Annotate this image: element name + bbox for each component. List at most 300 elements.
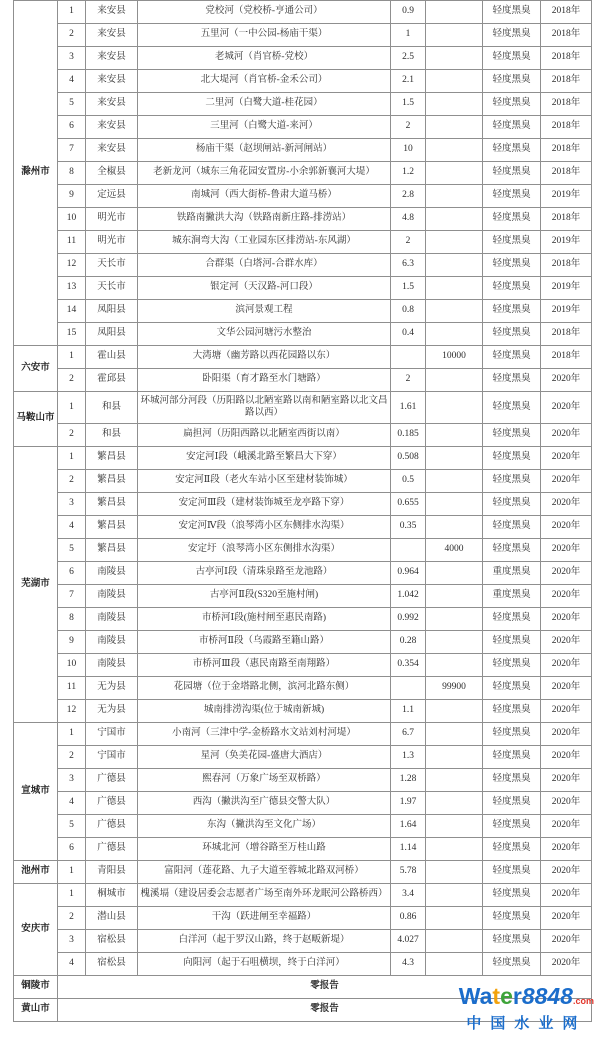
- county-cell: 霍邱县: [86, 369, 138, 392]
- length-cell: 0.5: [391, 470, 426, 493]
- river-name-cell: 城东涧弯大沟（工业园东区排涝站-东风湖）: [138, 231, 391, 254]
- length-cell: 1: [391, 24, 426, 47]
- area-cell: [426, 24, 483, 47]
- table-row: [14, 861, 592, 884]
- table-row: [14, 424, 592, 447]
- odor-level-cell: 轻度黑臭: [483, 93, 541, 116]
- row-num-cell: 9: [58, 185, 86, 208]
- row-num-cell: 1: [58, 392, 86, 424]
- row-num-cell: 12: [58, 700, 86, 723]
- length-cell: [391, 677, 426, 700]
- county-cell: 繁昌县: [86, 470, 138, 493]
- row-num-cell: 14: [58, 300, 86, 323]
- area-cell: [426, 277, 483, 300]
- county-cell: 宿松县: [86, 930, 138, 953]
- county-cell: 南陵县: [86, 585, 138, 608]
- table-row: [14, 1, 592, 24]
- year-cell: 2020年: [541, 424, 592, 447]
- river-name-cell: 安定河Ⅳ段（浪琴湾小区东侧排水沟渠）: [138, 516, 391, 539]
- watermark-segment: .com: [572, 996, 594, 1006]
- table-row: [14, 47, 592, 70]
- row-num-cell: 1: [58, 447, 86, 470]
- area-cell: [426, 861, 483, 884]
- city-cell: 六安市: [14, 346, 58, 392]
- table-row: [14, 562, 592, 585]
- length-cell: 1.5: [391, 277, 426, 300]
- year-cell: 2020年: [541, 369, 592, 392]
- year-cell: 2019年: [541, 300, 592, 323]
- odor-level-cell: 轻度黑臭: [483, 254, 541, 277]
- row-num-cell: 7: [58, 139, 86, 162]
- length-cell: 2: [391, 116, 426, 139]
- row-num-cell: 10: [58, 208, 86, 231]
- county-cell: 凤阳县: [86, 323, 138, 346]
- table-row: [14, 254, 592, 277]
- odor-level-cell: 轻度黑臭: [483, 539, 541, 562]
- county-cell: 南陵县: [86, 562, 138, 585]
- area-cell: [426, 907, 483, 930]
- river-name-cell: 三里河（白鹭大道-来河）: [138, 116, 391, 139]
- year-cell: 2018年: [541, 1, 592, 24]
- year-cell: 2020年: [541, 516, 592, 539]
- length-cell: [391, 346, 426, 369]
- length-cell: 0.8: [391, 300, 426, 323]
- odor-level-cell: 轻度黑臭: [483, 139, 541, 162]
- year-cell: 2020年: [541, 907, 592, 930]
- odor-level-cell: 轻度黑臭: [483, 392, 541, 424]
- river-name-cell: 白洋河（起于罗汉山路，终于赵畈新堤）: [138, 930, 391, 953]
- table-row: [14, 539, 592, 562]
- river-name-cell: 干沟（跃进闸至幸福路）: [138, 907, 391, 930]
- length-cell: 1.042: [391, 585, 426, 608]
- watermark-segment: Wa: [458, 983, 493, 1009]
- area-cell: [426, 608, 483, 631]
- odor-level-cell: 轻度黑臭: [483, 608, 541, 631]
- row-num-cell: 3: [58, 47, 86, 70]
- length-cell: 6.7: [391, 723, 426, 746]
- table-row: [14, 930, 592, 953]
- area-cell: [426, 139, 483, 162]
- row-num-cell: 3: [58, 493, 86, 516]
- area-cell: 99900: [426, 677, 483, 700]
- table-row: [14, 493, 592, 516]
- river-name-cell: 环城北河（增谷路至万桂山路: [138, 838, 391, 861]
- odor-level-cell: 轻度黑臭: [483, 47, 541, 70]
- area-cell: [426, 723, 483, 746]
- table-row: [14, 815, 592, 838]
- length-cell: 1.28: [391, 769, 426, 792]
- year-cell: 2020年: [541, 884, 592, 907]
- county-cell: 潜山县: [86, 907, 138, 930]
- odor-level-cell: 轻度黑臭: [483, 70, 541, 93]
- area-cell: [426, 792, 483, 815]
- water8848-watermark: [459, 984, 594, 1033]
- watermark-segment: e: [500, 983, 513, 1009]
- area-cell: [426, 93, 483, 116]
- table-row: [14, 447, 592, 470]
- year-cell: 2020年: [541, 470, 592, 493]
- table-row: [14, 907, 592, 930]
- odor-level-cell: 重度黑臭: [483, 585, 541, 608]
- year-cell: 2020年: [541, 654, 592, 677]
- odor-level-cell: 轻度黑臭: [483, 208, 541, 231]
- length-cell: 2.8: [391, 185, 426, 208]
- odor-level-cell: 轻度黑臭: [483, 516, 541, 539]
- year-cell: 2018年: [541, 70, 592, 93]
- table-row: [14, 723, 592, 746]
- table-row: [14, 116, 592, 139]
- area-cell: [426, 585, 483, 608]
- county-cell: 天长市: [86, 254, 138, 277]
- odor-level-cell: 轻度黑臭: [483, 631, 541, 654]
- length-cell: 0.964: [391, 562, 426, 585]
- county-cell: 繁昌县: [86, 493, 138, 516]
- table-row: [14, 953, 592, 976]
- length-cell: 4.8: [391, 208, 426, 231]
- year-cell: 2020年: [541, 815, 592, 838]
- county-cell: 霍山县: [86, 346, 138, 369]
- row-num-cell: 1: [58, 1, 86, 24]
- table-row: [14, 746, 592, 769]
- area-cell: [426, 562, 483, 585]
- watermark-segment: r: [512, 983, 522, 1009]
- length-cell: 0.655: [391, 493, 426, 516]
- odor-level-cell: 轻度黑臭: [483, 277, 541, 300]
- length-cell: 6.3: [391, 254, 426, 277]
- table-row: [14, 516, 592, 539]
- odor-level-cell: 轻度黑臭: [483, 447, 541, 470]
- area-cell: [426, 162, 483, 185]
- county-cell: 天长市: [86, 277, 138, 300]
- county-cell: 来安县: [86, 1, 138, 24]
- length-cell: 0.4: [391, 323, 426, 346]
- odor-level-cell: 轻度黑臭: [483, 470, 541, 493]
- row-num-cell: 8: [58, 608, 86, 631]
- table-row: [14, 162, 592, 185]
- odor-level-cell: 轻度黑臭: [483, 24, 541, 47]
- odor-level-cell: 轻度黑臭: [483, 300, 541, 323]
- area-cell: 4000: [426, 539, 483, 562]
- year-cell: 2018年: [541, 116, 592, 139]
- river-name-cell: 环城河部分河段（历阳路以北陋室路以南和陋室路以北文昌路以西）: [138, 392, 391, 424]
- year-cell: 2020年: [541, 631, 592, 654]
- county-cell: 宁国市: [86, 746, 138, 769]
- area-cell: [426, 746, 483, 769]
- row-num-cell: 2: [58, 470, 86, 493]
- table-row: [14, 323, 592, 346]
- table-row: [14, 792, 592, 815]
- row-num-cell: 2: [58, 24, 86, 47]
- year-cell: 2020年: [541, 953, 592, 976]
- table-row: [14, 654, 592, 677]
- city-cell: 黄山市: [14, 999, 58, 1022]
- area-cell: [426, 447, 483, 470]
- river-name-cell: 杨庙干渠（赵坝闸站-新河闸站）: [138, 139, 391, 162]
- county-cell: 明光市: [86, 231, 138, 254]
- river-name-cell: 银定河（天汉路-河口段）: [138, 277, 391, 300]
- river-name-cell: 卧阳渠（育才路至水门塘路）: [138, 369, 391, 392]
- odor-level-cell: 轻度黑臭: [483, 424, 541, 447]
- area-cell: [426, 70, 483, 93]
- year-cell: 2018年: [541, 254, 592, 277]
- length-cell: 0.992: [391, 608, 426, 631]
- area-cell: 10000: [426, 346, 483, 369]
- odor-level-cell: 轻度黑臭: [483, 769, 541, 792]
- area-cell: [426, 953, 483, 976]
- city-cell: 池州市: [14, 861, 58, 884]
- river-name-cell: 党校河（党校桥-亨通公司）: [138, 1, 391, 24]
- row-num-cell: 4: [58, 792, 86, 815]
- county-cell: 宿松县: [86, 953, 138, 976]
- table-row: [14, 700, 592, 723]
- year-cell: 2020年: [541, 769, 592, 792]
- county-cell: 来安县: [86, 93, 138, 116]
- river-name-cell: 市桥河Ⅱ段（乌霞路至籍山路）: [138, 631, 391, 654]
- odor-level-cell: 轻度黑臭: [483, 838, 541, 861]
- area-cell: [426, 116, 483, 139]
- row-num-cell: 8: [58, 162, 86, 185]
- row-num-cell: 9: [58, 631, 86, 654]
- county-cell: 南陵县: [86, 654, 138, 677]
- county-cell: 来安县: [86, 24, 138, 47]
- odor-level-cell: 轻度黑臭: [483, 884, 541, 907]
- county-cell: 南陵县: [86, 631, 138, 654]
- table-row: [14, 185, 592, 208]
- table-row: [14, 24, 592, 47]
- year-cell: 2019年: [541, 231, 592, 254]
- table-row: [14, 70, 592, 93]
- year-cell: 2020年: [541, 861, 592, 884]
- odor-level-cell: 轻度黑臭: [483, 677, 541, 700]
- row-num-cell: 6: [58, 562, 86, 585]
- area-cell: [426, 769, 483, 792]
- length-cell: [391, 539, 426, 562]
- odor-level-cell: 轻度黑臭: [483, 369, 541, 392]
- river-name-cell: 向阳河（起于石咀横坝，终于白洋河）: [138, 953, 391, 976]
- length-cell: 10: [391, 139, 426, 162]
- row-num-cell: 15: [58, 323, 86, 346]
- table-row: [14, 208, 592, 231]
- area-cell: [426, 700, 483, 723]
- length-cell: 2.1: [391, 70, 426, 93]
- table-row: [14, 93, 592, 116]
- area-cell: [426, 424, 483, 447]
- year-cell: 2018年: [541, 346, 592, 369]
- river-name-cell: 文华公园河塘污水整治: [138, 323, 391, 346]
- table-row: [14, 608, 592, 631]
- odor-level-cell: 轻度黑臭: [483, 323, 541, 346]
- length-cell: 3.4: [391, 884, 426, 907]
- length-cell: 0.35: [391, 516, 426, 539]
- water8848-logo: [459, 984, 594, 1013]
- row-num-cell: 10: [58, 654, 86, 677]
- river-name-cell: 花园塘（位于金塔路北侧，滨河北路东侧）: [138, 677, 391, 700]
- year-cell: 2018年: [541, 93, 592, 116]
- odor-level-cell: 轻度黑臭: [483, 654, 541, 677]
- city-cell: 芜湖市: [14, 447, 58, 723]
- length-cell: 1.2: [391, 162, 426, 185]
- table-row: [14, 769, 592, 792]
- county-cell: 全椒县: [86, 162, 138, 185]
- area-cell: [426, 392, 483, 424]
- table-row: [14, 277, 592, 300]
- county-cell: 广德县: [86, 838, 138, 861]
- county-cell: 广德县: [86, 792, 138, 815]
- area-cell: [426, 369, 483, 392]
- length-cell: 4.3: [391, 953, 426, 976]
- row-num-cell: 1: [58, 346, 86, 369]
- row-num-cell: 1: [58, 723, 86, 746]
- year-cell: 2020年: [541, 838, 592, 861]
- county-cell: 来安县: [86, 70, 138, 93]
- area-cell: [426, 208, 483, 231]
- area-cell: [426, 631, 483, 654]
- table-row: [14, 231, 592, 254]
- area-cell: [426, 815, 483, 838]
- river-name-cell: 小南河（三津中学-金桥路水文站刘村河堤）: [138, 723, 391, 746]
- river-name-cell: 富阳河（莲花路、九子大道至蓉城北路双河桥）: [138, 861, 391, 884]
- row-num-cell: 2: [58, 424, 86, 447]
- area-cell: [426, 470, 483, 493]
- length-cell: 0.508: [391, 447, 426, 470]
- length-cell: 0.86: [391, 907, 426, 930]
- county-cell: 来安县: [86, 47, 138, 70]
- river-name-cell: 熙春河（万象广场至双桥路）: [138, 769, 391, 792]
- row-num-cell: 4: [58, 70, 86, 93]
- county-cell: 和县: [86, 392, 138, 424]
- table-row: [14, 631, 592, 654]
- county-cell: 定远县: [86, 185, 138, 208]
- row-num-cell: 4: [58, 953, 86, 976]
- row-num-cell: 2: [58, 907, 86, 930]
- county-cell: 繁昌县: [86, 539, 138, 562]
- county-cell: 青阳县: [86, 861, 138, 884]
- county-cell: 来安县: [86, 139, 138, 162]
- river-name-cell: 扁担河（历阳西路以北陋室西街以南）: [138, 424, 391, 447]
- table-row: [14, 677, 592, 700]
- river-name-cell: 老新龙河（城东三角花园安置房-小余郭新襄河大堤）: [138, 162, 391, 185]
- river-name-cell: 城南排涝沟渠(位于城南新城): [138, 700, 391, 723]
- row-num-cell: 4: [58, 516, 86, 539]
- length-cell: 2.5: [391, 47, 426, 70]
- area-cell: [426, 838, 483, 861]
- area-cell: [426, 930, 483, 953]
- river-name-cell: 安定圩（浪琴湾小区东侧排水沟渠）: [138, 539, 391, 562]
- row-num-cell: 3: [58, 769, 86, 792]
- area-cell: [426, 47, 483, 70]
- length-cell: 0.9: [391, 1, 426, 24]
- row-num-cell: 2: [58, 369, 86, 392]
- zero-report-cell: 零报告: [58, 999, 592, 1022]
- row-num-cell: 1: [58, 884, 86, 907]
- year-cell: 2018年: [541, 47, 592, 70]
- river-name-cell: 滨河景观工程: [138, 300, 391, 323]
- year-cell: 2018年: [541, 208, 592, 231]
- odor-level-cell: 轻度黑臭: [483, 792, 541, 815]
- row-num-cell: 13: [58, 277, 86, 300]
- odor-level-cell: 轻度黑臭: [483, 231, 541, 254]
- area-cell: [426, 254, 483, 277]
- row-num-cell: 5: [58, 539, 86, 562]
- river-name-cell: 二里河（白鹭大道-桂花园）: [138, 93, 391, 116]
- county-cell: 来安县: [86, 116, 138, 139]
- table-row: [14, 369, 592, 392]
- row-num-cell: 12: [58, 254, 86, 277]
- table-row: [14, 346, 592, 369]
- area-cell: [426, 516, 483, 539]
- county-cell: 和县: [86, 424, 138, 447]
- year-cell: 2020年: [541, 677, 592, 700]
- year-cell: 2019年: [541, 277, 592, 300]
- year-cell: 2020年: [541, 930, 592, 953]
- city-cell: 滁州市: [14, 1, 58, 346]
- river-name-cell: 老城河（肖官桥-党校）: [138, 47, 391, 70]
- county-cell: 广德县: [86, 769, 138, 792]
- odor-level-cell: 轻度黑臭: [483, 723, 541, 746]
- year-cell: 2020年: [541, 562, 592, 585]
- length-cell: 0.354: [391, 654, 426, 677]
- length-cell: 1.3: [391, 746, 426, 769]
- table-row: [14, 838, 592, 861]
- table-row: [14, 139, 592, 162]
- city-cell: 安庆市: [14, 884, 58, 976]
- year-cell: 2020年: [541, 585, 592, 608]
- year-cell: 2018年: [541, 24, 592, 47]
- city-cell: 马鞍山市: [14, 392, 58, 447]
- length-cell: 0.28: [391, 631, 426, 654]
- row-num-cell: 6: [58, 116, 86, 139]
- city-cell: 铜陵市: [14, 976, 58, 999]
- river-name-cell: 东沟（撇洪沟至文化广场）: [138, 815, 391, 838]
- table-row: [14, 392, 592, 424]
- year-cell: 2018年: [541, 139, 592, 162]
- odor-level-cell: 轻度黑臭: [483, 1, 541, 24]
- river-name-cell: 古亭河Ⅰ段（清珠泉路至龙池路）: [138, 562, 391, 585]
- odor-level-cell: 轻度黑臭: [483, 861, 541, 884]
- length-cell: 1.5: [391, 93, 426, 116]
- area-cell: [426, 300, 483, 323]
- county-cell: 南陵县: [86, 608, 138, 631]
- area-cell: [426, 185, 483, 208]
- year-cell: 2020年: [541, 700, 592, 723]
- river-name-cell: 北大堤河（肖官桥-金禾公司）: [138, 70, 391, 93]
- row-num-cell: 2: [58, 746, 86, 769]
- table-row: [14, 470, 592, 493]
- year-cell: 2018年: [541, 323, 592, 346]
- city-cell: 宣城市: [14, 723, 58, 861]
- area-cell: [426, 323, 483, 346]
- county-cell: 凤阳县: [86, 300, 138, 323]
- year-cell: 2019年: [541, 185, 592, 208]
- county-cell: 明光市: [86, 208, 138, 231]
- table-row: [14, 300, 592, 323]
- length-cell: 1.61: [391, 392, 426, 424]
- table-row: [14, 585, 592, 608]
- row-num-cell: 5: [58, 815, 86, 838]
- area-cell: [426, 1, 483, 24]
- odor-level-cell: 轻度黑臭: [483, 746, 541, 769]
- row-num-cell: 5: [58, 93, 86, 116]
- county-cell: 繁昌县: [86, 447, 138, 470]
- year-cell: 2020年: [541, 792, 592, 815]
- river-name-cell: 安定河Ⅲ段（建材装饰城至龙亭路下穿）: [138, 493, 391, 516]
- county-cell: 桐城市: [86, 884, 138, 907]
- county-cell: 无为县: [86, 700, 138, 723]
- river-name-cell: 合群渠（白塔河-合群水库）: [138, 254, 391, 277]
- length-cell: 1.64: [391, 815, 426, 838]
- year-cell: 2020年: [541, 608, 592, 631]
- year-cell: 2020年: [541, 447, 592, 470]
